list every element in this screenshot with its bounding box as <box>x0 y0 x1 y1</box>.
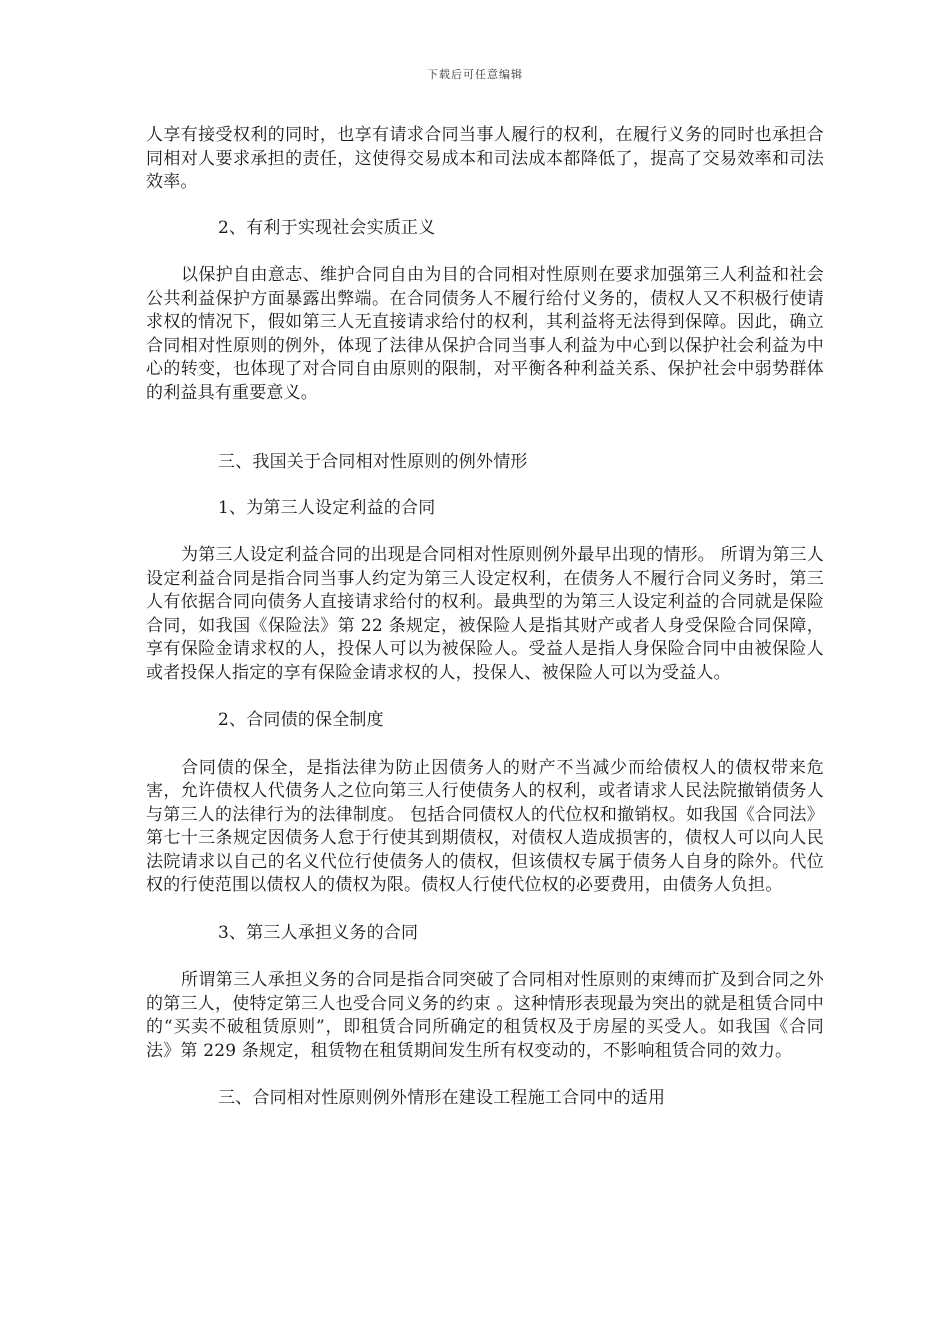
document-body <box>146 124 824 1111</box>
section-heading-exceptions: 三、我国关于合同相对性原则的例外情形 <box>218 452 528 472</box>
section-heading-construction: 三、合同相对性原则例外情形在建设工程施工合同中的适用 <box>218 1088 666 1108</box>
paragraph-preservation: 合同债的保全，是指法律为防止因债务人的财产不当减少而给债权人的债权带来危害，允许债权人代债务人之位向第三人行使债务人的权利，或者请求人民法院撤销债务人与第三人的法律行为的法律制度。 包括合同债权人的代位权和撤销权。如我国《合同法》第七十三条规定因债务人怠于行使其到期债权，对债权人造成损害的，债权人可以向人民法院请求以自己的名义代位行使债务人的债权，但该债权专属于债务人自身的除外。代位权的行使范围以债权人的债权为限。债权人行使代位权的必要费用，由债务人负担。 <box>146 757 824 895</box>
subheading-preservation: 2、合同债的保全制度 <box>218 710 384 730</box>
subheading-third-party-benefit: 1、为第三人设定利益的合同 <box>218 497 436 518</box>
paragraph-social-justice: 以保护自由意志、维护合同自由为目的合同相对性原则在要求加强第三人利益和社会公共利益保护方面暴露出弊端。在合同债务人不履行给付义务的，债权人又不积极行使请求权的情况下，假如第三人无直接请求给付的权利，其利益将无法得到保障。因此，确立合同相对性原则的例外，体现了法律从保护合同当事人利益为中心到以保护社会利益为中心的转变，也体现了对合同自由原则的限制，对平衡各种利益关系、保护社会中弱势群体的利益具有重要意义。 <box>146 265 824 403</box>
paragraph-third-party-benefit: 为第三人设定利益合同的出现是合同相对性原则例外最早出现的情形。 所谓为第三人设定利益合同是指合同当事人约定为第三人设定权利，在债务人不履行合同义务时，第三人有依据合同向债务人直接请求给付的权利。最典型的为第三人设定利益的合同就是保险合同，如我国《保险法》第 22 条规定，被保险人是指其财产或者人身受保险合同保障，享有保险金请求权的人，投保人可以为被保险人。受益人是指人身保险合同中由被保险人或者投保人指定的享有保险金请求权的人，投保人、被保险人可以为受益人。 <box>146 545 824 683</box>
page-header-note: 下载后可任意编辑 <box>427 68 523 81</box>
paragraph-continuation: 人享有接受权利的同时，也享有请求合同当事人履行的权利，在履行义务的同时也承担合同相对人要求承担的责任，这使得交易成本和司法成本都降低了，提高了交易效率和司法效率。 <box>146 125 824 192</box>
paragraph-third-party-obligation: 所谓第三人承担义务的合同是指合同突破了合同相对性原则的束缚而扩及到合同之外的第三人，使特定第三人也受合同义务的约束 。这种情形表现最为突出的就是租赁合同中的“买卖不破租赁原则”，即租赁合同所确定的租赁权及于房屋的买受人。如我国《合同法》第 229 条规定，租赁物在租赁期间发生所有权变动的，不影响租赁合同的效力。 <box>146 970 824 1061</box>
subheading-third-party-obligation: 3、第三人承担义务的合同 <box>218 922 419 943</box>
subheading-2: 2、有利于实现社会实质正义 <box>218 217 436 238</box>
